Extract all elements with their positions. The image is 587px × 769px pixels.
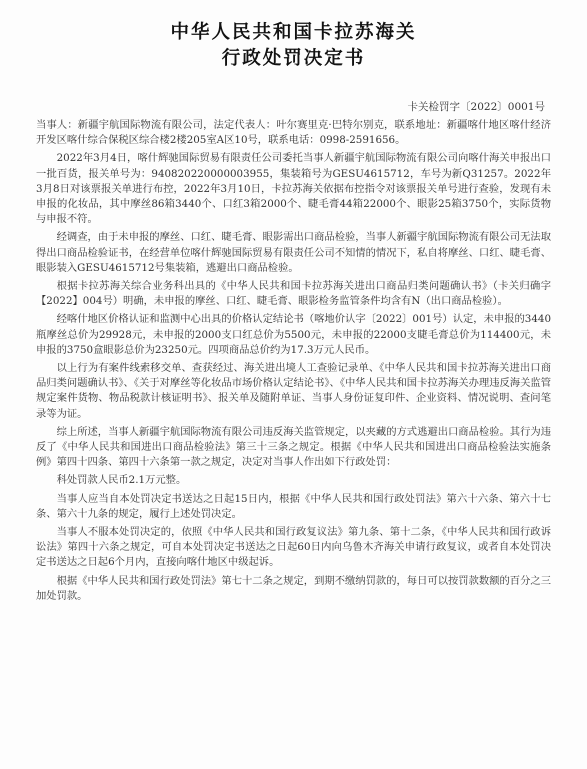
- classification-paragraph: 根据卡拉苏海关综合业务科出具的《中华人民共和国卡拉苏海关进出口商品归类问题确认书》（卡关归确字【2022】004号）明确，未申报的摩丝、口红、睫毛膏、眼影检务监管条件均含有N（出口商品检验）。: [36, 280, 551, 308]
- document-title-line1: 中华人民共和国卡拉苏海关: [170, 22, 417, 43]
- party-info-paragraph: 当事人：新疆宇航国际物流有限公司，法定代表人：叶尔赛里克·巴特尔别克，联系地址：新疆喀什地区喀什经济开发区喀什综合保税区综合楼2楼205室A区10号，联系电话：0998-2591656。: [36, 119, 551, 147]
- price-assessment-paragraph: 经喀什地区价格认证和监测中心出具的价格认定结论书（喀地价认字〔2022〕001号）认定，未申报的3440瓶摩丝总价为29928元，未申报的2000支口红总价为5500元，未申报的22000支睫毛膏总价为114400元，未申报的3750盒眼影总价为23250元。四项商品总价约为17.3万元人民币。: [36, 313, 551, 356]
- document-body: [36, 118, 551, 604]
- penalty-amount-paragraph: 科处罚款人民币2.1万元整。: [56, 474, 187, 487]
- payment-deadline-paragraph: 当事人应当自本处罚决定书送达之日起15日内，根据《中华人民共和国行政处罚法》第六十六条、第六十七条、第六十九条的规定，履行上述处罚决定。: [36, 492, 551, 520]
- document-title-line2: 行政处罚决定书: [221, 48, 366, 69]
- late-fee-paragraph: 根据《中华人民共和国行政处罚法》第七十二条之规定，到期不缴纳罚款的，每日可以按罚款数额的百分之三加处罚款。: [36, 574, 551, 602]
- document-number: 卡关检罚字〔2022〕0001号: [407, 101, 545, 113]
- case-facts-paragraph: 2022年3月4日，喀什辉驰国际贸易有限责任公司委托当事人新疆宇航国际物流有限公司向喀什海关申报出口一批百货，报关单号为：940820220000003955，集装箱号为GESU4615712，车号为新Q31257。2022年3月8日对该票报关单进行布控，2022年3月10日，卡拉苏海关依据布控指令对该票报关单号进行查验，发现有未申报的化妆品，其中摩丝86箱3440个、口红3箱2000个、睫毛膏44箱22000个、眼影25箱3750个，实际货物与申报不符。: [36, 152, 551, 226]
- evidence-paragraph: 以上行为有案件线索移交单、查获经过、海关进出境人工查验记录单、《中华人民共和国卡拉苏海关进出口商品归类问题确认书》、《关于对摩丝等化妆品市场价格认定结论书》、《中华人民共和国卡拉苏海关办理违反海关监管规定案件货物、物品税款计核证明书》、报关单及随附单证、当事人身份证复印件、企业资料、情况说明、查问笔录等为证。: [36, 362, 551, 420]
- appeal-rights-paragraph: 当事人不服本处罚决定的，依照《中华人民共和国行政复议法》第九条、第十二条，《中华人民共和国行政诉讼法》第四十六条之规定，可自本处罚决定书送达之日起60日内向乌鲁木齐海关申请行政复议，或者自本处罚决定书送达之日起6个月内，直接向喀什地区中级起诉。: [36, 526, 551, 569]
- investigation-paragraph: 经调查，由于未申报的摩丝、口红、睫毛膏、眼影需出口商品检验，当事人新疆宇航国际物流有限公司无法取得出口商品检验证书，在经营单位喀什辉驰国际贸易有限责任公司不知情的情况下，私自将摩丝、口红、睫毛膏、眼影装入GESU4615712号集装箱，逃避出口商品检验。: [36, 231, 551, 274]
- conclusion-paragraph: 综上所述，当事人新疆宇航国际物流有限公司违反海关监管规定，以夹藏的方式逃避出口商品检验。其行为违反了《中华人民共和国进出口商品检验法》第三十三条之规定。根据《中华人民共和国进出口商品检验法实施条例》第四十四条、第四十六条第一款之规定，决定对当事人作出如下行政处罚：: [36, 425, 551, 469]
